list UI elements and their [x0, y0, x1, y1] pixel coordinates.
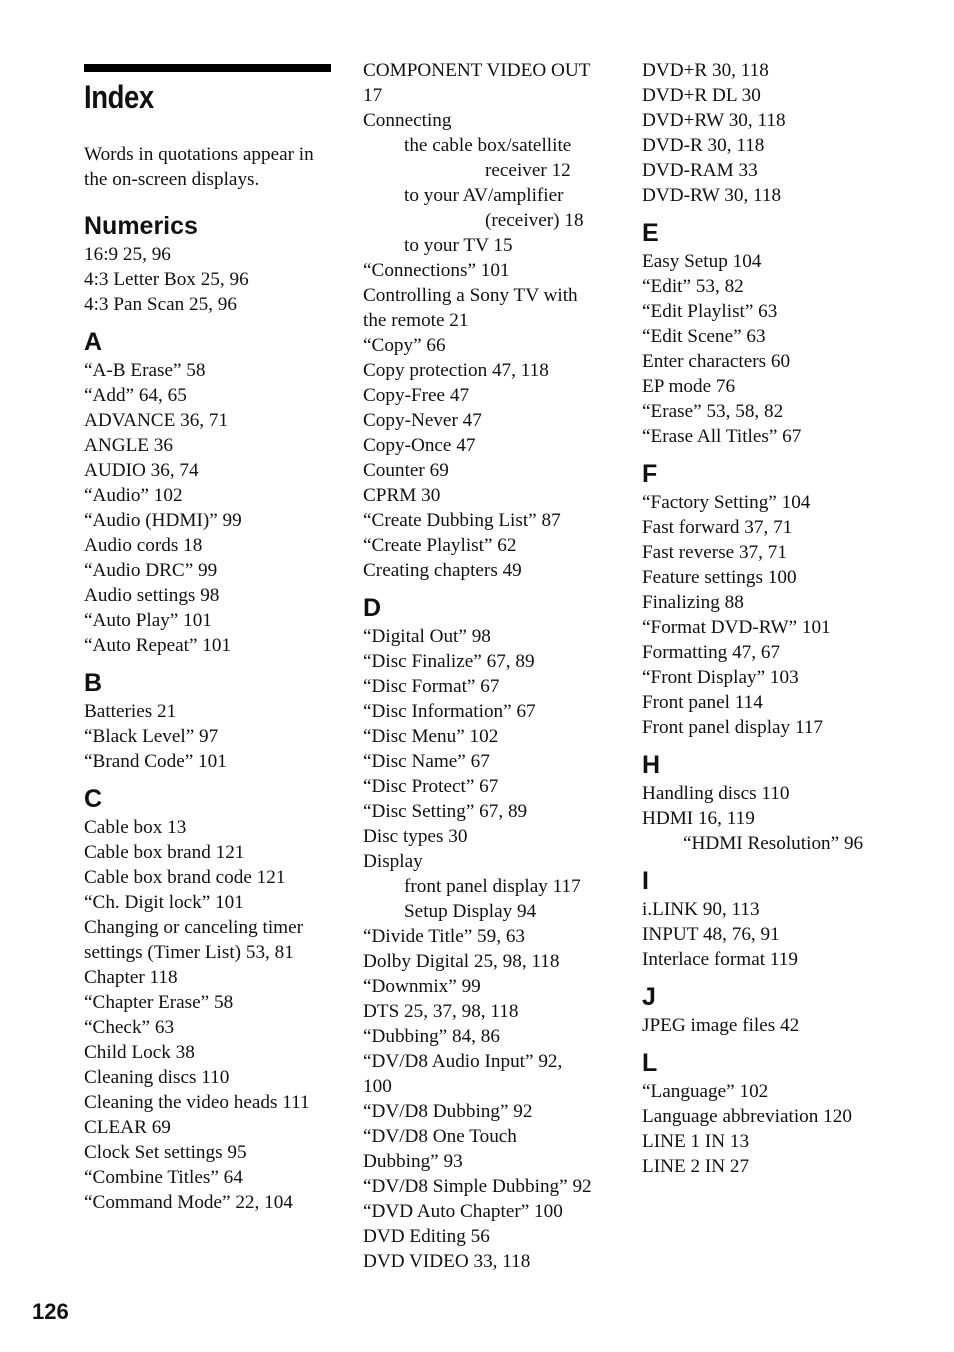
- entry-list: [642, 1013, 799, 1038]
- index-entry: INPUT 48, 76, 91: [642, 924, 780, 945]
- section-heading: A: [84, 328, 103, 356]
- index-entry: to your AV/amplifier: [404, 185, 564, 206]
- intro-text: Words in quotations appear in the on-screen displays.: [84, 144, 314, 190]
- index-entry: DVD+RW 30, 118: [642, 110, 786, 131]
- index-entry: “Audio” 102: [84, 485, 183, 506]
- index-entry: LINE 2 IN 27: [642, 1156, 750, 1177]
- section-heading: I: [642, 867, 649, 895]
- index-entry: “Disc Name” 67: [363, 751, 490, 772]
- index-entry: “Language” 102: [642, 1081, 769, 1102]
- index-entry: Audio cords 18: [84, 535, 203, 556]
- index-entry: “Create Dubbing List” 87: [363, 510, 561, 531]
- index-entry: DVD VIDEO 33, 118: [363, 1251, 531, 1272]
- entry-list: [84, 815, 310, 1215]
- index-entry: “Combine Titles” 64: [84, 1167, 243, 1188]
- index-entry: “Command Mode” 22, 104: [84, 1192, 293, 1213]
- index-entry: Dubbing” 93: [363, 1151, 463, 1172]
- section-heading: L: [642, 1049, 658, 1077]
- index-entry: “Brand Code” 101: [84, 751, 227, 772]
- index-entry: “Edit” 53, 82: [642, 276, 744, 297]
- index-entry: the cable box/satellite: [404, 135, 572, 156]
- entry-list: [642, 249, 801, 449]
- section-heading: D: [363, 594, 382, 622]
- index-entry: ANGLE 36: [84, 435, 173, 456]
- index-entry: “Copy” 66: [363, 335, 446, 356]
- index-entry: DVD+R DL 30: [642, 85, 761, 106]
- index-entry: “Black Level” 97: [84, 726, 219, 747]
- index-entry: to your TV 15: [404, 235, 513, 256]
- index-entry: receiver 12: [485, 160, 571, 181]
- index-entry: “Disc Menu” 102: [363, 726, 499, 747]
- section-heading: Numerics: [84, 212, 198, 240]
- index-entry: “Edit Playlist” 63: [642, 301, 778, 322]
- index-entry: “Audio (HDMI)” 99: [84, 510, 242, 531]
- index-entry: “DV/D8 Simple Dubbing” 92: [363, 1176, 592, 1197]
- index-entry: “Front Display” 103: [642, 667, 799, 688]
- title-rule: [84, 64, 331, 72]
- index-entry: Connecting: [363, 110, 452, 131]
- entry-list: [363, 58, 590, 583]
- index-entry: Cable box brand 121: [84, 842, 245, 863]
- index-entry: Fast forward 37, 71: [642, 517, 793, 538]
- index-entry: “Dubbing” 84, 86: [363, 1026, 500, 1047]
- index-entry: 17: [363, 85, 383, 106]
- index-entry: Display: [363, 851, 423, 872]
- index-entry: COMPONENT VIDEO OUT: [363, 60, 591, 81]
- index-entry: Cable box brand code 121: [84, 867, 286, 888]
- index-entry: DVD-RAM 33: [642, 160, 758, 181]
- index-entry: “Create Playlist” 62: [363, 535, 517, 556]
- index-entry: “DVD Auto Chapter” 100: [363, 1201, 563, 1222]
- index-entry: (receiver) 18: [485, 210, 584, 231]
- entry-list: [642, 58, 786, 208]
- index-entry: Controlling a Sony TV with: [363, 285, 578, 306]
- index-entry: “Edit Scene” 63: [642, 326, 766, 347]
- index-entry: “DV/D8 Dubbing” 92: [363, 1101, 533, 1122]
- index-entry: DVD-RW 30, 118: [642, 185, 782, 206]
- page-title: Index: [84, 79, 154, 115]
- index-entry: i.LINK 90, 113: [642, 899, 760, 920]
- section-heading: C: [84, 785, 103, 813]
- section-heading: B: [84, 669, 103, 697]
- index-entry: Enter characters 60: [642, 351, 791, 372]
- index-entry: front panel display 117: [404, 876, 581, 897]
- index-entry: Cleaning the video heads 111: [84, 1092, 310, 1113]
- index-entry: “DV/D8 One Touch: [363, 1126, 517, 1147]
- index-entry: Clock Set settings 95: [84, 1142, 247, 1163]
- index-entry: 16:9 25, 96: [84, 244, 171, 265]
- index-entry: Copy-Once 47: [363, 435, 476, 456]
- index-entry: Feature settings 100: [642, 567, 797, 588]
- index-entry: “Auto Play” 101: [84, 610, 212, 631]
- entry-list: [84, 358, 242, 658]
- index-entry: “Ch. Digit lock” 101: [84, 892, 244, 913]
- index-entry: Fast reverse 37, 71: [642, 542, 787, 563]
- index-entry: DVD-R 30, 118: [642, 135, 765, 156]
- index-entry: Formatting 47, 67: [642, 642, 781, 663]
- index-entry: Easy Setup 104: [642, 251, 762, 272]
- index-entry: settings (Timer List) 53, 81: [84, 942, 294, 963]
- index-entry: CLEAR 69: [84, 1117, 171, 1138]
- index-entry: 4:3 Letter Box 25, 96: [84, 269, 249, 290]
- index-entry: Disc types 30: [363, 826, 468, 847]
- entry-list: [84, 242, 249, 317]
- index-entry: “Factory Setting” 104: [642, 492, 811, 513]
- index-entry: “Disc Protect” 67: [363, 776, 499, 797]
- entry-list: [642, 781, 863, 856]
- index-entry: “HDMI Resolution” 96: [683, 833, 864, 854]
- index-entry: Child Lock 38: [84, 1042, 195, 1063]
- index-entry: Dolby Digital 25, 98, 118: [363, 951, 560, 972]
- index-entry: Setup Display 94: [404, 901, 537, 922]
- index-entry: the remote 21: [363, 310, 469, 331]
- page-number: 126: [32, 1299, 69, 1324]
- index-entry: Copy-Never 47: [363, 410, 482, 431]
- index-entry: “Divide Title” 59, 63: [363, 926, 526, 947]
- index-entry: “Disc Setting” 67, 89: [363, 801, 528, 822]
- index-entry: Creating chapters 49: [363, 560, 522, 581]
- index-entry: Finalizing 88: [642, 592, 744, 613]
- index-entry: Chapter 118: [84, 967, 178, 988]
- index-entry: JPEG image files 42: [642, 1015, 800, 1036]
- index-entry: “Downmix” 99: [363, 976, 481, 997]
- index-entry: Batteries 21: [84, 701, 177, 722]
- index-entry: “Digital Out” 98: [363, 626, 491, 647]
- section-heading: J: [642, 983, 656, 1011]
- index-entry: Language abbreviation 120: [642, 1106, 852, 1127]
- section-heading: H: [642, 751, 661, 779]
- index-entry: Handling discs 110: [642, 783, 790, 804]
- index-entry: “Add” 64, 65: [84, 385, 187, 406]
- section-heading: E: [642, 219, 659, 247]
- index-entry: EP mode 76: [642, 376, 736, 397]
- index-entry: DTS 25, 37, 98, 118: [363, 1001, 519, 1022]
- index-entry: “Erase All Titles” 67: [642, 426, 802, 447]
- index-entry: 100: [363, 1076, 392, 1097]
- index-entry: HDMI 16, 119: [642, 808, 755, 829]
- entry-list: [84, 699, 227, 774]
- index-entry: “Format DVD-RW” 101: [642, 617, 831, 638]
- index-entry: “Disc Format” 67: [363, 676, 500, 697]
- index-entry: “Disc Information” 67: [363, 701, 536, 722]
- index-entry: Copy protection 47, 118: [363, 360, 549, 381]
- index-entry: “A-B Erase” 58: [84, 360, 206, 381]
- index-entry: “DV/D8 Audio Input” 92,: [363, 1051, 563, 1072]
- index-entry: Front panel 114: [642, 692, 763, 713]
- index-entry: LINE 1 IN 13: [642, 1131, 750, 1152]
- index-entry: “Auto Repeat” 101: [84, 635, 232, 656]
- index-entry: DVD+R 30, 118: [642, 60, 769, 81]
- index-entry: Front panel display 117: [642, 717, 824, 738]
- index-entry: “Check” 63: [84, 1017, 175, 1038]
- index-entry: “Connections” 101: [363, 260, 510, 281]
- index-entry: ADVANCE 36, 71: [84, 410, 229, 431]
- index-entry: Interlace format 119: [642, 949, 798, 970]
- index-entry: “Disc Finalize” 67, 89: [363, 651, 535, 672]
- index-entry: “Chapter Erase” 58: [84, 992, 234, 1013]
- entry-list: [642, 897, 798, 972]
- index-entry: Changing or canceling timer: [84, 917, 303, 938]
- index-entry: Counter 69: [363, 460, 449, 481]
- entry-list: [642, 490, 831, 740]
- index-entry: CPRM 30: [363, 485, 441, 506]
- entry-list: [363, 624, 592, 1274]
- section-heading: F: [642, 460, 658, 488]
- index-entry: Audio settings 98: [84, 585, 220, 606]
- index-entry: “Erase” 53, 58, 82: [642, 401, 784, 422]
- entry-list: [642, 1079, 852, 1179]
- index-entry: Cable box 13: [84, 817, 187, 838]
- index-entry: Cleaning discs 110: [84, 1067, 230, 1088]
- index-entry: Copy-Free 47: [363, 385, 470, 406]
- index-entry: DVD Editing 56: [363, 1226, 490, 1247]
- index-entry: “Audio DRC” 99: [84, 560, 218, 581]
- index-entry: 4:3 Pan Scan 25, 96: [84, 294, 237, 315]
- index-entry: AUDIO 36, 74: [84, 460, 199, 481]
